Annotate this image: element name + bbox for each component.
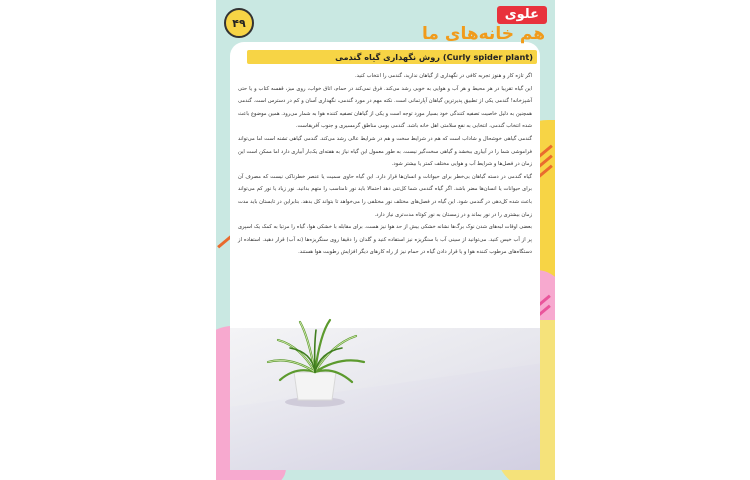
- paragraph-watering: گندمی گیاهی خوشحال و شاداب است که هم در شرایط سخت و هم در شرایط عالی رشد می‌کند. گندمی گیاهی تشنه است اما می‌تواند فراموشی شما را در آبیاری ببخشد و گیاهی سخت‌گیر نیست. به طور معمول این گیاه نیاز به هفته‌ای یک‌بار آبیاری دارد اما ممکن است این زمان در فصل‌ها و شرایط آب و هوایی مختلف کمتر یا بیشتر شود.: [238, 135, 532, 168]
- section-title: هم خانه‌های ما: [422, 24, 545, 44]
- author-tag: علوی: [497, 6, 547, 24]
- paragraph-intro: اگر تازه کار و هنوز تجربه کافی در نگهداری از گیاهان ندارید، گندمی را انتخاب کنید.: [355, 73, 532, 79]
- magazine-page: [216, 0, 555, 480]
- paragraph-environment: این گیاه تقریبا در هر محیط و هر آب و هوایی به خوبی رشد می‌کند. فرق نمی‌کند در حمام، اتاق خواب، روی میز، قفسه کتاب و یا حتی آشپزخانه! گندمی یکی از تطبیق پذیرترین گیاهان آپارتمانی است. نکته مهم در مورد گندمی، نگهداری آسان و کم در دسترس است. گندمی همچنین به دلیل خاصیت تصفیه کنندگی خود بسیار مورد توجه است و یکی از گیاهان تصفیه کننده هوا به شمار می‌رود. همین موضوع باعث شده انتخاب گندمی، انتخابی به نفع سلامتی اهل خانه باشد. گندمی بومی مناطق گرمسیری و جنوب آفریقاست.: [238, 85, 532, 130]
- spider-plant-image: [260, 316, 370, 412]
- article-body: [238, 70, 532, 259]
- page-number-badge: ۴۹: [224, 8, 254, 38]
- paragraph-safety-light: گیاه گندمی در دسته گیاهان بی‌خطر برای حیوانات و انسان‌ها قرار دارد. این گیاه حاوی سمیت یا عنصر خطرناکی نیست که مصرف آن برای حیوانات یا انسان‌ها مضر باشد. اگر گیاه گندمی شما کل‌تنی دهد احتمالا باید نور نامناسب را متهم بدانید. نور زیاد یا نور کم می‌تواند باعث شده کل‌دهی در گندمی شود. این گیاه در فصل‌های مختلف نور مختلفی را می‌خواهد تا بتواند کل بدهد. بنابراین در تابستان باید مدت زمان بیشتری را در نور بماند و در زمستان به نور کوتاه مدت‌تری نیاز دارد.: [238, 173, 532, 218]
- paragraph-humidity: بعضی اوقات لبه‌های شدن نوک برگ‌ها نشانه خشکی بیش از حد هوا نیز هست. برای مقابله با خشکی هوا، گیاه را مرتبا به کمک یک اسپری پر از آب خیس کنید. می‌توانید از سینی آب با سنگریزه نیز استفاده کنید و گلدان را دقیقا روی سنگریزه‌ها (نه آب) قرار دهید. استفاده از دستگاه‌های مرطوب کننده هوا و یا قرار دادن گیاه در حمام نیز از راه کارهای دیگر افزایش رطوبت هوا هستند.: [238, 224, 532, 256]
- article-subheading: روش نگهداری گیاه گندمی (Curly spider plant): [247, 50, 537, 64]
